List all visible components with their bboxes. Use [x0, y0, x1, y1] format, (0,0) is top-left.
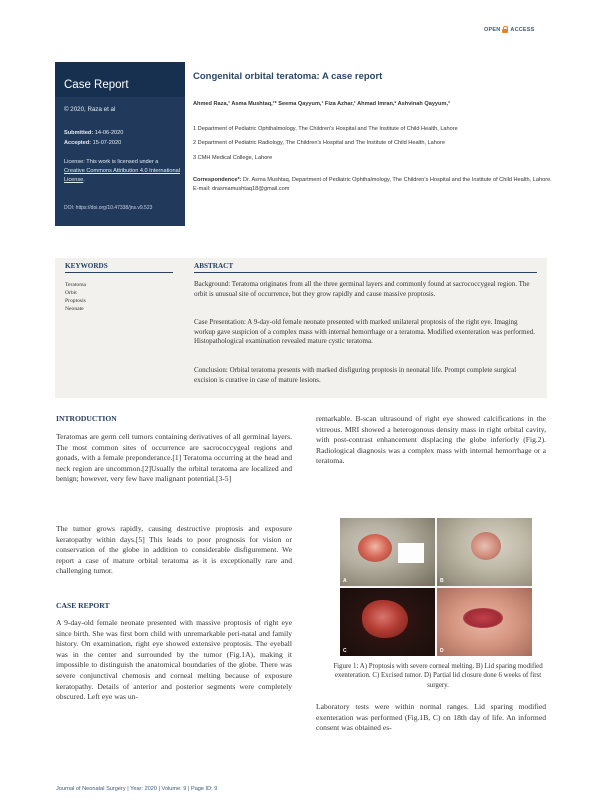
keywords-rule — [65, 272, 173, 273]
right-paragraph-2 — [316, 702, 546, 734]
license-suffix: . — [83, 177, 85, 183]
panel-label: C — [343, 648, 347, 654]
panel-label: A — [343, 578, 347, 584]
introduction-heading: INTRODUCTION — [56, 414, 117, 423]
intro-paragraph-1 — [56, 432, 292, 485]
open-access-badge — [484, 26, 535, 33]
correspondence-label: Correspondence*: — [193, 177, 242, 183]
figure-1 — [340, 518, 532, 656]
affiliation-2: 2 Department of Pediatric Radiology, The Children's Hospital and The Institute of Child Health, Lahore — [193, 140, 445, 146]
authors: Ahmed Raza,¹ Asma Mushtaq,¹* Seema Qayyum,¹ Fiza Azhar,¹ Ahmad Imran,² Ashvinah Qayyum,³ — [193, 101, 450, 107]
abstract-presentation: Case Presentation: A 9-day-old female neonate presented with marked unilateral proptosis of the right eye. Imaging workup gave suspicion of a complex mass with internal hemorrhage or a teratoma. Modified exenteration was performed. Histopathological examination revealed mature cystic teratoma. — [194, 318, 535, 345]
figure-caption: Figure 1: A) Proptosis with severe corneal melting. B) Lid sparing modified exenteration. C) Excised tumor. D) Partial lid closure done 6 weeks of first surgery. — [333, 663, 543, 689]
article-type: Case Report — [64, 79, 129, 91]
dates — [64, 128, 123, 148]
keyword-item: Teratoma — [65, 282, 87, 288]
access-text: ACCESS — [510, 26, 535, 33]
article-title: Congenital orbital teratoma: A case report — [193, 71, 383, 82]
open-lock-icon — [502, 26, 508, 33]
right-paragraph-1 — [316, 414, 546, 467]
keywords-abstract-box — [55, 258, 547, 398]
accepted-date: 15-07-2020 — [92, 140, 122, 146]
keywords-heading: KEYWORDS — [65, 262, 108, 270]
right-text-2: Laboratory tests were within normal ranges. Lid sparing modified exenteration was performed (Fig.1B, C) on 18th day of life. An informed consent was obtained es- — [316, 702, 546, 733]
figure-panel-c — [340, 588, 435, 656]
keyword-item: Orbit — [65, 290, 77, 296]
proptosis-photo — [358, 534, 392, 562]
accepted-label: Accepted: — [64, 140, 92, 146]
figure-panel-d — [437, 588, 532, 656]
abstract-conclusion: Conclusion: Orbital teratoma presents with marked disfiguring proptosis in neonatal life. Prompt complete surgical excision is curative in case of mature lesions. — [194, 366, 517, 384]
case-report-heading: CASE REPORT — [56, 601, 110, 610]
affiliation-1: 1 Department of Pediatric Ophthalmology, The Children's Hospital and The Institute of Child Health, Lahore — [193, 126, 458, 132]
abstract-background: Background: Teratoma originates from all the three germinal layers and commonly found at sacrococcygeal region. The orbit is unusual site of occurrence, but they grow rapidly and cause massive proptosis. — [194, 280, 530, 298]
affiliation-3: 3 CMH Medical College, Lahore — [193, 155, 273, 161]
panel-label: D — [440, 648, 444, 654]
case-paragraph-1 — [56, 618, 292, 703]
intro-text-2: The tumor grows rapidly, causing destructive proptosis and exposure keratopathy within days.[5] This leads to poor prognosis for vision or conservation of the globe in addition to considerable disfigurement. We report a case of mature orbital teratoma as it is exceptionally rare and challenging tumor. — [56, 524, 292, 576]
submitted-date: 14-06-2020 — [94, 130, 124, 136]
figure-panel-a — [340, 518, 435, 586]
figure-panel-b — [437, 518, 532, 586]
panel-label: B — [440, 578, 444, 584]
correspondence — [193, 176, 553, 194]
copyright: © 2020, Raza et al — [64, 106, 116, 113]
article-info-panel — [55, 62, 185, 226]
doi-link[interactable]: DOI: https://doi.org/10.47338/jns.v9.523 — [64, 205, 153, 211]
open-access-text: OPEN — [484, 26, 501, 33]
lid-closure-photo — [463, 608, 503, 628]
privacy-mask — [398, 543, 424, 563]
license-link[interactable]: Creative Commons Attribution 4.0 International License — [64, 168, 180, 183]
keyword-item: Proptosis — [65, 298, 86, 304]
license-prefix: License: This work is licensed under a — [64, 159, 159, 165]
submitted-label: Submitted: — [64, 130, 94, 136]
intro-paragraph-2 — [56, 524, 292, 577]
intro-text-1: Teratomas are germ cell tumors containing derivatives of all germinal layers. The most common sites of occurrence are sacrococcygeal regions and gonads, with a female preponderance.[1] Teratoma occurring at the head and neck region are uncommon.[2]Usually the orbital teratoma are localized and benign; however, very few have malignant potential.[3-5] — [56, 432, 292, 484]
footer: Journal of Neonatal Surgery | Year: 2020 | Volume: 9 | Page ID: 9 — [56, 786, 218, 792]
license — [64, 158, 180, 185]
abstract-heading: ABSTRACT — [194, 262, 234, 270]
exenteration-photo — [471, 532, 501, 560]
right-text-1: remarkable. B-scan ultrasound of right eye showed calcifications in the vitreous. MRI showed a heterogonous density mass in right orbital cavity, with post-contrast enhancement displacing the globe inferiorly (Fig.2). Radiological diagnosis was a complex mass with internal hemorrhage or a teratoma. — [316, 414, 546, 466]
case-text-1: A 9-day-old female neonate presented with massive proptosis of right eye since birth. She was first born child with unremarkable peri-natal and family history. On examination, right eye showed extensive proptosis. The eyeball was in the center and surrounded by the tumor (Fig.1A), making it impossible to distinguish the anatomical boundaries of the globe. There was severe conjunctival chemosis and corneal melting because of exposure keratopathy. Details of anterior and posterior segments were completely obscured. Left eye was un- — [56, 618, 292, 702]
abstract-rule — [194, 272, 537, 273]
keywords-list — [65, 281, 86, 313]
keyword-item: Neonate — [65, 306, 84, 312]
correspondence-text: Dr. Asma Mushtaq, Department of Pediatric Ophthalmology, The Children's Hospital and the Institute of Child Health, Lahore. E-mail: drasmamushtaq18@gmail.com — [193, 177, 552, 192]
excised-tumor-photo — [362, 600, 408, 638]
